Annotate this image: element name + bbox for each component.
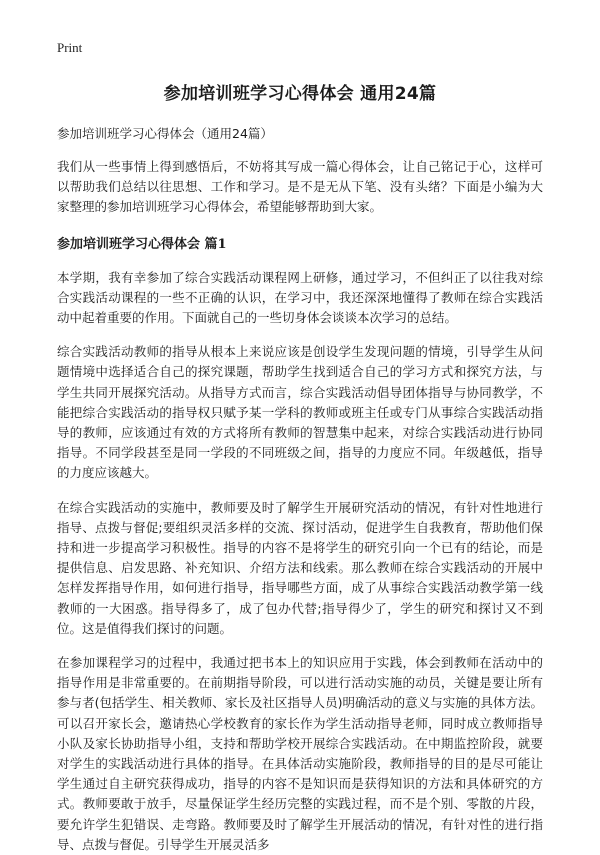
document-subtitle: 参加培训班学习心得体会（通用24篇） xyxy=(57,126,273,141)
document-title: 参加培训班学习心得体会 通用24篇 xyxy=(163,84,437,104)
intro-paragraph: 我们从一些事情上得到感悟后，不妨将其写成一篇心得体会，让自己铭记于心，这样可以帮助我们总结以往思想、工作和学习。是不是无从下笔、没有头绪？下面是小编为大家整理的参加培训班学习心得体会，希望能够帮助到大家。 xyxy=(57,159,543,215)
print-link[interactable]: Print xyxy=(57,40,83,55)
body-paragraph-4: 在参加课程学习的过程中，我通过把书本上的知识应用于实践，体会到教师在活动中的指导作用是非常重要的。在前期指导阶段，可以进行活动实施的动员，关键是要让所有参与者(包括学生、相关教师、家长及社区指导人员)明确活动的意义与实施的具体方法。可以召开家长会，邀请热心学校教育的家长作为学生活动指导老师，同时成立教师指导小队及家长协助指导小组，支持和帮助学校开展综合实践活动。在中期监控阶段，就要对学生的实践活动进行具体的指导。在具体活动实施阶段，教师指导的目的是尽可能让学生通过自主研究获得成功，指导的内容不是知识而是获得知识的方法和具体研究的方式。教师要敢于放手，尽量保证学生经历完整的实践过程，而不是个别、零散的片段，要允许学生犯错误、走弯路。教师要及时了解学生开展活动的情况，有针对性的进行指导、点拨与督促。引导学生开展灵活多 xyxy=(57,655,543,852)
body-paragraph-1: 本学期，我有幸参加了综合实践活动课程网上研修，通过学习，不但纠正了以往我对综合实践活动课程的一些不正确的认识，在学习中，我还深深地懂得了教师在综合实践活动中起着重要的作用。下面就自己的一些切身体会谈谈本次学习的总结。 xyxy=(57,269,543,326)
body-paragraph-2: 综合实践活动教师的指导从根本上来说应该是创设学生发现问题的情境，引导学生从问题情境中选择适合自己的探究课题，帮助学生找到适合自己的学习方式和探究方法，与学生共同开展探究活动。从指导方式而言，综合实践活动倡导团体指导与协同教学，不能把综合实践活动的指导权只赋予某一学科的教师或班主任或专门从事综合实践活动指导的教师，应该通过有效的方式将所有教师的智慧集中起来，对综合实践活动进行协同指导。不同学段甚至是同一学段的不同班级之间，指导的力度应不同。年级越低，指导的力度应该越大。 xyxy=(57,344,543,481)
body-paragraph-3: 在综合实践活动的实施中，教师要及时了解学生开展研究活动的情况，有针对性地进行指导、点拨与督促;要组织灵活多样的交流、探讨活动，促进学生自我教育，帮助他们保持和进一步提高学习积极性。指导的内容不是将学生的研究引向一个已有的结论，而是提供信息、启发思路、补充知识、介绍方法和线索。那么教师在综合实践活动的开展中怎样发挥指导作用，如何进行指导，指导哪些方面，成了从事综合实践活动教学第一线教师的一大困惑。指导得多了，成了包办代替;指导得少了，学生的研究和探讨又不到位。这是值得我们探讨的问题。 xyxy=(57,499,543,636)
section-heading: 参加培训班学习心得体会 篇1 xyxy=(57,236,227,252)
